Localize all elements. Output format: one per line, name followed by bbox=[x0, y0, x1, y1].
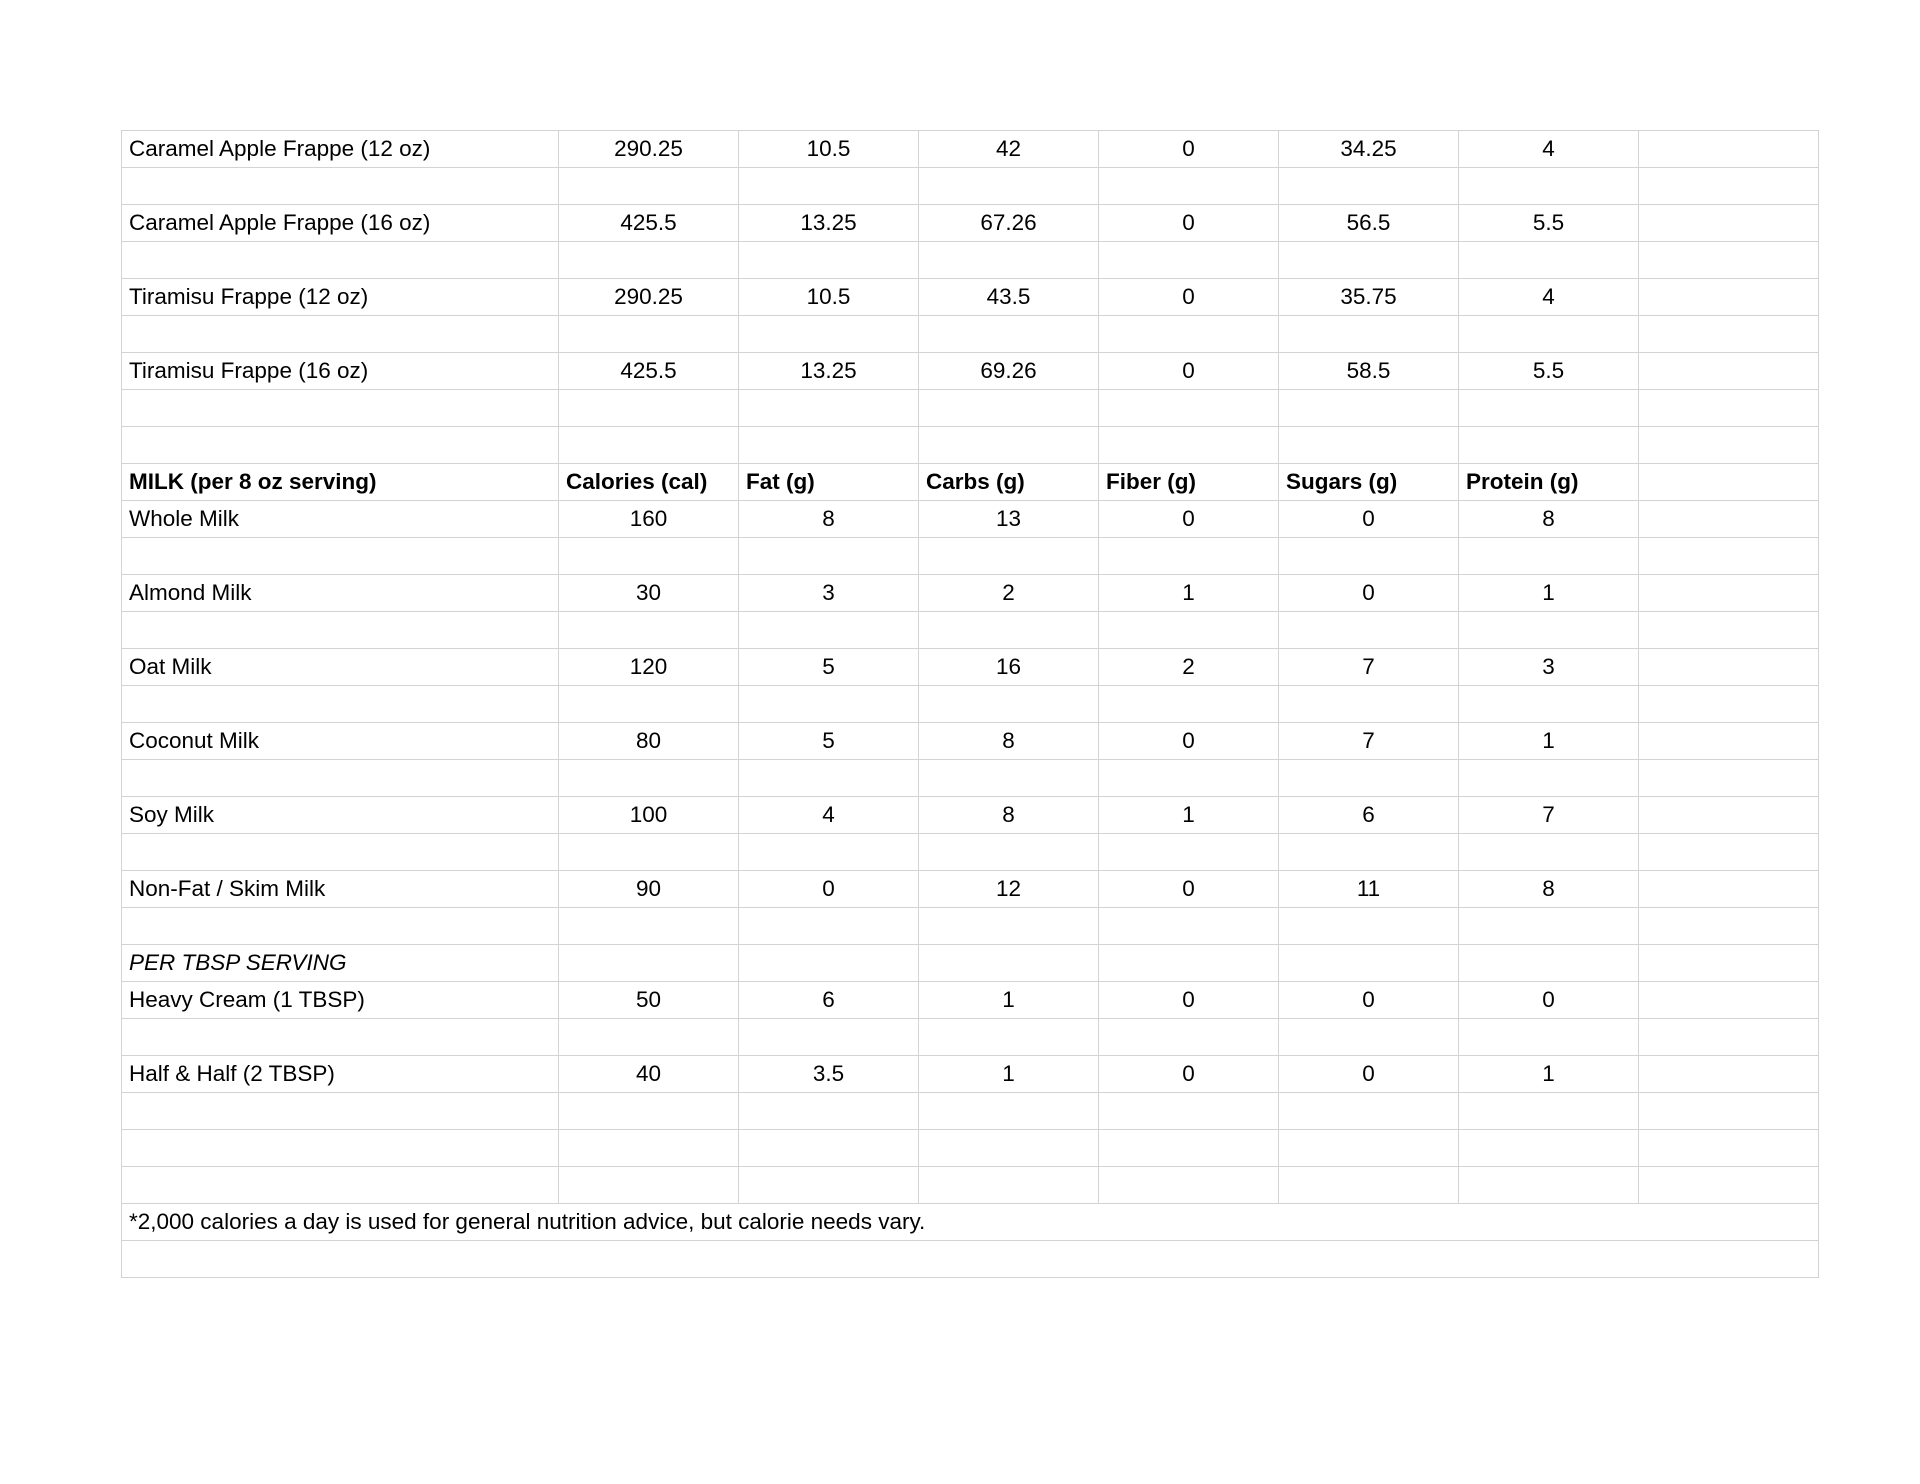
empty-cell[interactable] bbox=[559, 538, 739, 575]
empty-cell[interactable] bbox=[1099, 168, 1279, 205]
empty-cell[interactable] bbox=[1459, 538, 1639, 575]
empty-cell[interactable] bbox=[1639, 353, 1819, 390]
fiber-cell[interactable]: 0 bbox=[1099, 279, 1279, 316]
empty-cell[interactable] bbox=[559, 686, 739, 723]
fiber-cell[interactable]: 0 bbox=[1099, 131, 1279, 168]
item-name-cell[interactable]: Oat Milk bbox=[122, 649, 559, 686]
empty-cell[interactable] bbox=[919, 612, 1099, 649]
empty-cell[interactable] bbox=[1099, 1130, 1279, 1167]
empty-cell[interactable] bbox=[1099, 242, 1279, 279]
sugars-cell[interactable]: 0 bbox=[1279, 575, 1459, 612]
empty-cell[interactable] bbox=[559, 908, 739, 945]
empty-row bbox=[122, 1167, 1819, 1204]
empty-cell[interactable] bbox=[1639, 649, 1819, 686]
empty-row bbox=[122, 390, 1819, 427]
empty-cell[interactable] bbox=[1099, 538, 1279, 575]
section-label[interactable]: PER TBSP SERVING bbox=[122, 945, 559, 982]
empty-cell[interactable] bbox=[919, 834, 1099, 871]
calories-cell[interactable]: 290.25 bbox=[559, 279, 739, 316]
empty-cell[interactable] bbox=[919, 686, 1099, 723]
item-name-cell[interactable]: Whole Milk bbox=[122, 501, 559, 538]
empty-cell[interactable] bbox=[559, 760, 739, 797]
empty-cell[interactable] bbox=[739, 908, 919, 945]
empty-cell[interactable] bbox=[1459, 316, 1639, 353]
empty-cell[interactable] bbox=[122, 834, 559, 871]
fat-cell[interactable]: 3 bbox=[739, 575, 919, 612]
fat-cell[interactable]: 13.25 bbox=[739, 205, 919, 242]
empty-cell[interactable] bbox=[1279, 760, 1459, 797]
header-cell-fiber[interactable]: Fiber (g) bbox=[1099, 464, 1279, 501]
empty-cell[interactable] bbox=[1639, 427, 1819, 464]
empty-cell[interactable] bbox=[1279, 1167, 1459, 1204]
empty-cell[interactable] bbox=[1459, 427, 1639, 464]
empty-cell[interactable] bbox=[1099, 316, 1279, 353]
empty-cell[interactable] bbox=[919, 1130, 1099, 1167]
empty-cell[interactable] bbox=[739, 538, 919, 575]
fiber-cell[interactable]: 0 bbox=[1099, 982, 1279, 1019]
carbs-cell[interactable]: 1 bbox=[919, 1056, 1099, 1093]
table-row bbox=[122, 575, 1819, 612]
protein-cell[interactable]: 4 bbox=[1459, 279, 1639, 316]
protein-cell[interactable]: 5.5 bbox=[1459, 353, 1639, 390]
empty-cell[interactable] bbox=[122, 390, 559, 427]
empty-cell[interactable] bbox=[919, 1167, 1099, 1204]
table-row bbox=[122, 131, 1819, 168]
empty-cell[interactable] bbox=[1099, 686, 1279, 723]
fat-cell[interactable]: 3.5 bbox=[739, 1056, 919, 1093]
empty-cell[interactable] bbox=[1639, 1130, 1819, 1167]
empty-cell[interactable] bbox=[1099, 612, 1279, 649]
empty-cell[interactable] bbox=[919, 316, 1099, 353]
calories-cell[interactable]: 30 bbox=[559, 575, 739, 612]
empty-cell[interactable] bbox=[919, 908, 1099, 945]
carbs-cell[interactable]: 16 bbox=[919, 649, 1099, 686]
empty-row bbox=[122, 686, 1819, 723]
empty-cell[interactable] bbox=[739, 760, 919, 797]
fiber-cell[interactable]: 0 bbox=[1099, 205, 1279, 242]
table-row bbox=[122, 982, 1819, 1019]
empty-cell[interactable] bbox=[739, 686, 919, 723]
fiber-cell[interactable]: 0 bbox=[1099, 1056, 1279, 1093]
empty-cell[interactable] bbox=[1639, 1019, 1819, 1056]
empty-cell[interactable] bbox=[122, 538, 559, 575]
fiber-cell[interactable]: 1 bbox=[1099, 797, 1279, 834]
protein-cell[interactable]: 5.5 bbox=[1459, 205, 1639, 242]
empty-cell[interactable] bbox=[122, 1130, 559, 1167]
empty-cell[interactable] bbox=[1279, 427, 1459, 464]
empty-cell[interactable] bbox=[1279, 538, 1459, 575]
table-row bbox=[122, 279, 1819, 316]
calories-cell[interactable]: 80 bbox=[559, 723, 739, 760]
empty-cell[interactable] bbox=[1639, 1167, 1819, 1204]
empty-cell[interactable] bbox=[122, 427, 559, 464]
empty-cell[interactable] bbox=[122, 760, 559, 797]
carbs-cell[interactable]: 42 bbox=[919, 131, 1099, 168]
item-name-cell[interactable]: Tiramisu Frappe (16 oz) bbox=[122, 353, 559, 390]
empty-row bbox=[122, 1241, 1819, 1278]
table-row bbox=[122, 649, 1819, 686]
protein-cell[interactable]: 8 bbox=[1459, 501, 1639, 538]
carbs-cell[interactable]: 13 bbox=[919, 501, 1099, 538]
carbs-cell[interactable]: 8 bbox=[919, 723, 1099, 760]
sugars-cell[interactable]: 7 bbox=[1279, 723, 1459, 760]
empty-cell[interactable] bbox=[1279, 168, 1459, 205]
empty-cell[interactable] bbox=[1279, 1130, 1459, 1167]
sugars-cell[interactable]: 7 bbox=[1279, 649, 1459, 686]
table-row bbox=[122, 205, 1819, 242]
sugars-cell[interactable]: 11 bbox=[1279, 871, 1459, 908]
item-name-cell[interactable]: Heavy Cream (1 TBSP) bbox=[122, 982, 559, 1019]
header-cell-fat[interactable]: Fat (g) bbox=[739, 464, 919, 501]
empty-cell[interactable] bbox=[122, 316, 559, 353]
empty-cell[interactable] bbox=[1099, 945, 1279, 982]
empty-cell[interactable] bbox=[559, 168, 739, 205]
calories-cell[interactable]: 120 bbox=[559, 649, 739, 686]
fat-cell[interactable]: 5 bbox=[739, 723, 919, 760]
empty-cell[interactable] bbox=[1459, 1093, 1639, 1130]
calories-cell[interactable]: 425.5 bbox=[559, 205, 739, 242]
empty-cell[interactable] bbox=[1639, 760, 1819, 797]
empty-cell[interactable] bbox=[1459, 686, 1639, 723]
empty-cell[interactable] bbox=[1279, 390, 1459, 427]
table-row bbox=[122, 871, 1819, 908]
carbs-cell[interactable]: 2 bbox=[919, 575, 1099, 612]
empty-cell[interactable] bbox=[919, 168, 1099, 205]
header-cell-protein[interactable]: Protein (g) bbox=[1459, 464, 1639, 501]
empty-cell[interactable] bbox=[739, 612, 919, 649]
calories-cell[interactable]: 90 bbox=[559, 871, 739, 908]
empty-row bbox=[122, 908, 1819, 945]
empty-cell[interactable] bbox=[1459, 168, 1639, 205]
table-row bbox=[122, 797, 1819, 834]
empty-cell[interactable] bbox=[1639, 205, 1819, 242]
table-row bbox=[122, 501, 1819, 538]
tbsp-section-row bbox=[122, 945, 1819, 982]
empty-cell[interactable] bbox=[559, 612, 739, 649]
empty-cell[interactable] bbox=[559, 834, 739, 871]
empty-cell[interactable] bbox=[919, 427, 1099, 464]
empty-row bbox=[122, 1093, 1819, 1130]
header-cell-sugars[interactable]: Sugars (g) bbox=[1279, 464, 1459, 501]
empty-cell[interactable] bbox=[739, 168, 919, 205]
empty-cell[interactable] bbox=[1639, 168, 1819, 205]
fiber-cell[interactable]: 0 bbox=[1099, 871, 1279, 908]
empty-cell[interactable] bbox=[559, 427, 739, 464]
calories-cell[interactable]: 290.25 bbox=[559, 131, 739, 168]
protein-cell[interactable]: 3 bbox=[1459, 649, 1639, 686]
empty-cell[interactable] bbox=[1639, 982, 1819, 1019]
fat-cell[interactable]: 5 bbox=[739, 649, 919, 686]
calories-cell[interactable]: 50 bbox=[559, 982, 739, 1019]
empty-row bbox=[122, 612, 1819, 649]
empty-row bbox=[122, 168, 1819, 205]
empty-cell[interactable] bbox=[739, 242, 919, 279]
empty-cell[interactable] bbox=[919, 760, 1099, 797]
protein-cell[interactable]: 8 bbox=[1459, 871, 1639, 908]
sugars-cell[interactable]: 58.5 bbox=[1279, 353, 1459, 390]
sugars-cell[interactable]: 0 bbox=[1279, 982, 1459, 1019]
empty-cell[interactable] bbox=[1099, 908, 1279, 945]
empty-cell[interactable] bbox=[1099, 427, 1279, 464]
empty-row bbox=[122, 1130, 1819, 1167]
empty-cell[interactable] bbox=[739, 945, 919, 982]
empty-cell[interactable] bbox=[1639, 1093, 1819, 1130]
empty-cell[interactable] bbox=[1459, 760, 1639, 797]
empty-cell[interactable] bbox=[739, 1019, 919, 1056]
empty-cell[interactable] bbox=[1099, 760, 1279, 797]
empty-cell[interactable] bbox=[122, 908, 559, 945]
empty-cell[interactable] bbox=[1639, 242, 1819, 279]
milk-header-row bbox=[122, 464, 1819, 501]
empty-cell[interactable] bbox=[1459, 242, 1639, 279]
empty-cell[interactable] bbox=[559, 945, 739, 982]
table-row bbox=[122, 353, 1819, 390]
empty-cell[interactable] bbox=[559, 1019, 739, 1056]
empty-cell[interactable] bbox=[559, 1167, 739, 1204]
item-name-cell[interactable]: Half & Half (2 TBSP) bbox=[122, 1056, 559, 1093]
empty-cell[interactable] bbox=[122, 1241, 1819, 1278]
header-cell-calories[interactable]: Calories (cal) bbox=[559, 464, 739, 501]
empty-cell[interactable] bbox=[122, 168, 559, 205]
empty-cell[interactable] bbox=[559, 1130, 739, 1167]
empty-cell[interactable] bbox=[1099, 390, 1279, 427]
empty-cell[interactable] bbox=[739, 390, 919, 427]
carbs-cell[interactable]: 1 bbox=[919, 982, 1099, 1019]
empty-cell[interactable] bbox=[1639, 501, 1819, 538]
fat-cell[interactable]: 13.25 bbox=[739, 353, 919, 390]
empty-row bbox=[122, 834, 1819, 871]
protein-cell[interactable]: 4 bbox=[1459, 131, 1639, 168]
carbs-cell[interactable]: 67.26 bbox=[919, 205, 1099, 242]
fiber-cell[interactable]: 0 bbox=[1099, 723, 1279, 760]
empty-cell[interactable] bbox=[122, 1019, 559, 1056]
empty-cell[interactable] bbox=[1459, 1167, 1639, 1204]
sugars-cell[interactable]: 0 bbox=[1279, 501, 1459, 538]
fiber-cell[interactable]: 1 bbox=[1099, 575, 1279, 612]
empty-cell[interactable] bbox=[1639, 390, 1819, 427]
empty-cell[interactable] bbox=[1279, 1019, 1459, 1056]
empty-cell[interactable] bbox=[1099, 834, 1279, 871]
fat-cell[interactable]: 4 bbox=[739, 797, 919, 834]
empty-cell[interactable] bbox=[122, 242, 559, 279]
empty-row bbox=[122, 760, 1819, 797]
empty-cell[interactable] bbox=[919, 390, 1099, 427]
fat-cell[interactable]: 6 bbox=[739, 982, 919, 1019]
table-row bbox=[122, 723, 1819, 760]
empty-cell[interactable] bbox=[1639, 464, 1819, 501]
empty-cell[interactable] bbox=[1459, 1019, 1639, 1056]
empty-cell[interactable] bbox=[1639, 131, 1819, 168]
empty-row bbox=[122, 242, 1819, 279]
fat-cell[interactable]: 10.5 bbox=[739, 131, 919, 168]
empty-cell[interactable] bbox=[919, 1019, 1099, 1056]
fiber-cell[interactable]: 0 bbox=[1099, 353, 1279, 390]
empty-cell[interactable] bbox=[559, 242, 739, 279]
empty-cell[interactable] bbox=[739, 1093, 919, 1130]
item-name-cell[interactable]: Soy Milk bbox=[122, 797, 559, 834]
fat-cell[interactable]: 0 bbox=[739, 871, 919, 908]
empty-cell[interactable] bbox=[559, 390, 739, 427]
header-cell-item[interactable]: MILK (per 8 oz serving) bbox=[122, 464, 559, 501]
empty-cell[interactable] bbox=[1279, 834, 1459, 871]
footnote-row bbox=[122, 1204, 1819, 1241]
item-name-cell[interactable]: Non-Fat / Skim Milk bbox=[122, 871, 559, 908]
calories-cell[interactable]: 160 bbox=[559, 501, 739, 538]
empty-cell[interactable] bbox=[1639, 908, 1819, 945]
empty-cell[interactable] bbox=[122, 1167, 559, 1204]
empty-cell[interactable] bbox=[1459, 390, 1639, 427]
empty-cell[interactable] bbox=[1279, 945, 1459, 982]
calories-cell[interactable]: 40 bbox=[559, 1056, 739, 1093]
fat-cell[interactable]: 10.5 bbox=[739, 279, 919, 316]
empty-cell[interactable] bbox=[739, 427, 919, 464]
empty-cell[interactable] bbox=[739, 834, 919, 871]
empty-cell[interactable] bbox=[1639, 612, 1819, 649]
empty-cell[interactable] bbox=[559, 1093, 739, 1130]
protein-cell[interactable]: 0 bbox=[1459, 982, 1639, 1019]
empty-cell[interactable] bbox=[1279, 612, 1459, 649]
empty-cell[interactable] bbox=[1279, 316, 1459, 353]
empty-cell[interactable] bbox=[919, 538, 1099, 575]
empty-row bbox=[122, 538, 1819, 575]
empty-cell[interactable] bbox=[1279, 1093, 1459, 1130]
empty-cell[interactable] bbox=[122, 686, 559, 723]
carbs-cell[interactable]: 69.26 bbox=[919, 353, 1099, 390]
calories-cell[interactable]: 425.5 bbox=[559, 353, 739, 390]
empty-cell[interactable] bbox=[122, 1093, 559, 1130]
sugars-cell[interactable]: 34.25 bbox=[1279, 131, 1459, 168]
nutrition-table bbox=[121, 130, 1819, 1278]
item-name-cell[interactable]: Almond Milk bbox=[122, 575, 559, 612]
empty-cell[interactable] bbox=[919, 945, 1099, 982]
empty-cell[interactable] bbox=[1099, 1167, 1279, 1204]
fiber-cell[interactable]: 0 bbox=[1099, 501, 1279, 538]
protein-cell[interactable]: 7 bbox=[1459, 797, 1639, 834]
empty-cell[interactable] bbox=[1459, 834, 1639, 871]
empty-cell[interactable] bbox=[1639, 538, 1819, 575]
sugars-cell[interactable]: 35.75 bbox=[1279, 279, 1459, 316]
carbs-cell[interactable]: 43.5 bbox=[919, 279, 1099, 316]
empty-cell[interactable] bbox=[1639, 316, 1819, 353]
item-name-cell[interactable]: Tiramisu Frappe (12 oz) bbox=[122, 279, 559, 316]
calories-cell[interactable]: 100 bbox=[559, 797, 739, 834]
footnote-cell[interactable]: *2,000 calories a day is used for general nutrition advice, but calorie needs vary. bbox=[122, 1204, 1819, 1241]
empty-row bbox=[122, 316, 1819, 353]
table-row bbox=[122, 1056, 1819, 1093]
empty-cell[interactable] bbox=[1279, 686, 1459, 723]
empty-cell[interactable] bbox=[1639, 279, 1819, 316]
empty-cell[interactable] bbox=[1099, 1093, 1279, 1130]
header-cell-carbs[interactable]: Carbs (g) bbox=[919, 464, 1099, 501]
empty-cell[interactable] bbox=[559, 316, 739, 353]
empty-cell[interactable] bbox=[1639, 834, 1819, 871]
protein-cell[interactable]: 1 bbox=[1459, 575, 1639, 612]
sugars-cell[interactable]: 6 bbox=[1279, 797, 1459, 834]
item-name-cell[interactable]: Caramel Apple Frappe (16 oz) bbox=[122, 205, 559, 242]
item-name-cell[interactable]: Coconut Milk bbox=[122, 723, 559, 760]
empty-cell[interactable] bbox=[1279, 908, 1459, 945]
empty-cell[interactable] bbox=[122, 612, 559, 649]
empty-cell[interactable] bbox=[1279, 242, 1459, 279]
empty-cell[interactable] bbox=[739, 1167, 919, 1204]
protein-cell[interactable]: 1 bbox=[1459, 723, 1639, 760]
empty-cell[interactable] bbox=[739, 1130, 919, 1167]
empty-cell[interactable] bbox=[1639, 686, 1819, 723]
sugars-cell[interactable]: 56.5 bbox=[1279, 205, 1459, 242]
carbs-cell[interactable]: 8 bbox=[919, 797, 1099, 834]
empty-cell[interactable] bbox=[1639, 1056, 1819, 1093]
item-name-cell[interactable]: Caramel Apple Frappe (12 oz) bbox=[122, 131, 559, 168]
empty-cell[interactable] bbox=[1639, 797, 1819, 834]
sugars-cell[interactable]: 0 bbox=[1279, 1056, 1459, 1093]
empty-cell[interactable] bbox=[1099, 1019, 1279, 1056]
empty-row bbox=[122, 1019, 1819, 1056]
empty-cell[interactable] bbox=[1459, 1130, 1639, 1167]
fiber-cell[interactable]: 2 bbox=[1099, 649, 1279, 686]
empty-cell[interactable] bbox=[1459, 908, 1639, 945]
carbs-cell[interactable]: 12 bbox=[919, 871, 1099, 908]
empty-cell[interactable] bbox=[1459, 612, 1639, 649]
empty-row bbox=[122, 427, 1819, 464]
empty-cell[interactable] bbox=[1639, 723, 1819, 760]
empty-cell[interactable] bbox=[919, 1093, 1099, 1130]
empty-cell[interactable] bbox=[739, 316, 919, 353]
fat-cell[interactable]: 8 bbox=[739, 501, 919, 538]
empty-cell[interactable] bbox=[1639, 575, 1819, 612]
empty-cell[interactable] bbox=[1639, 945, 1819, 982]
protein-cell[interactable]: 1 bbox=[1459, 1056, 1639, 1093]
empty-cell[interactable] bbox=[919, 242, 1099, 279]
empty-cell[interactable] bbox=[1459, 945, 1639, 982]
empty-cell[interactable] bbox=[1639, 871, 1819, 908]
